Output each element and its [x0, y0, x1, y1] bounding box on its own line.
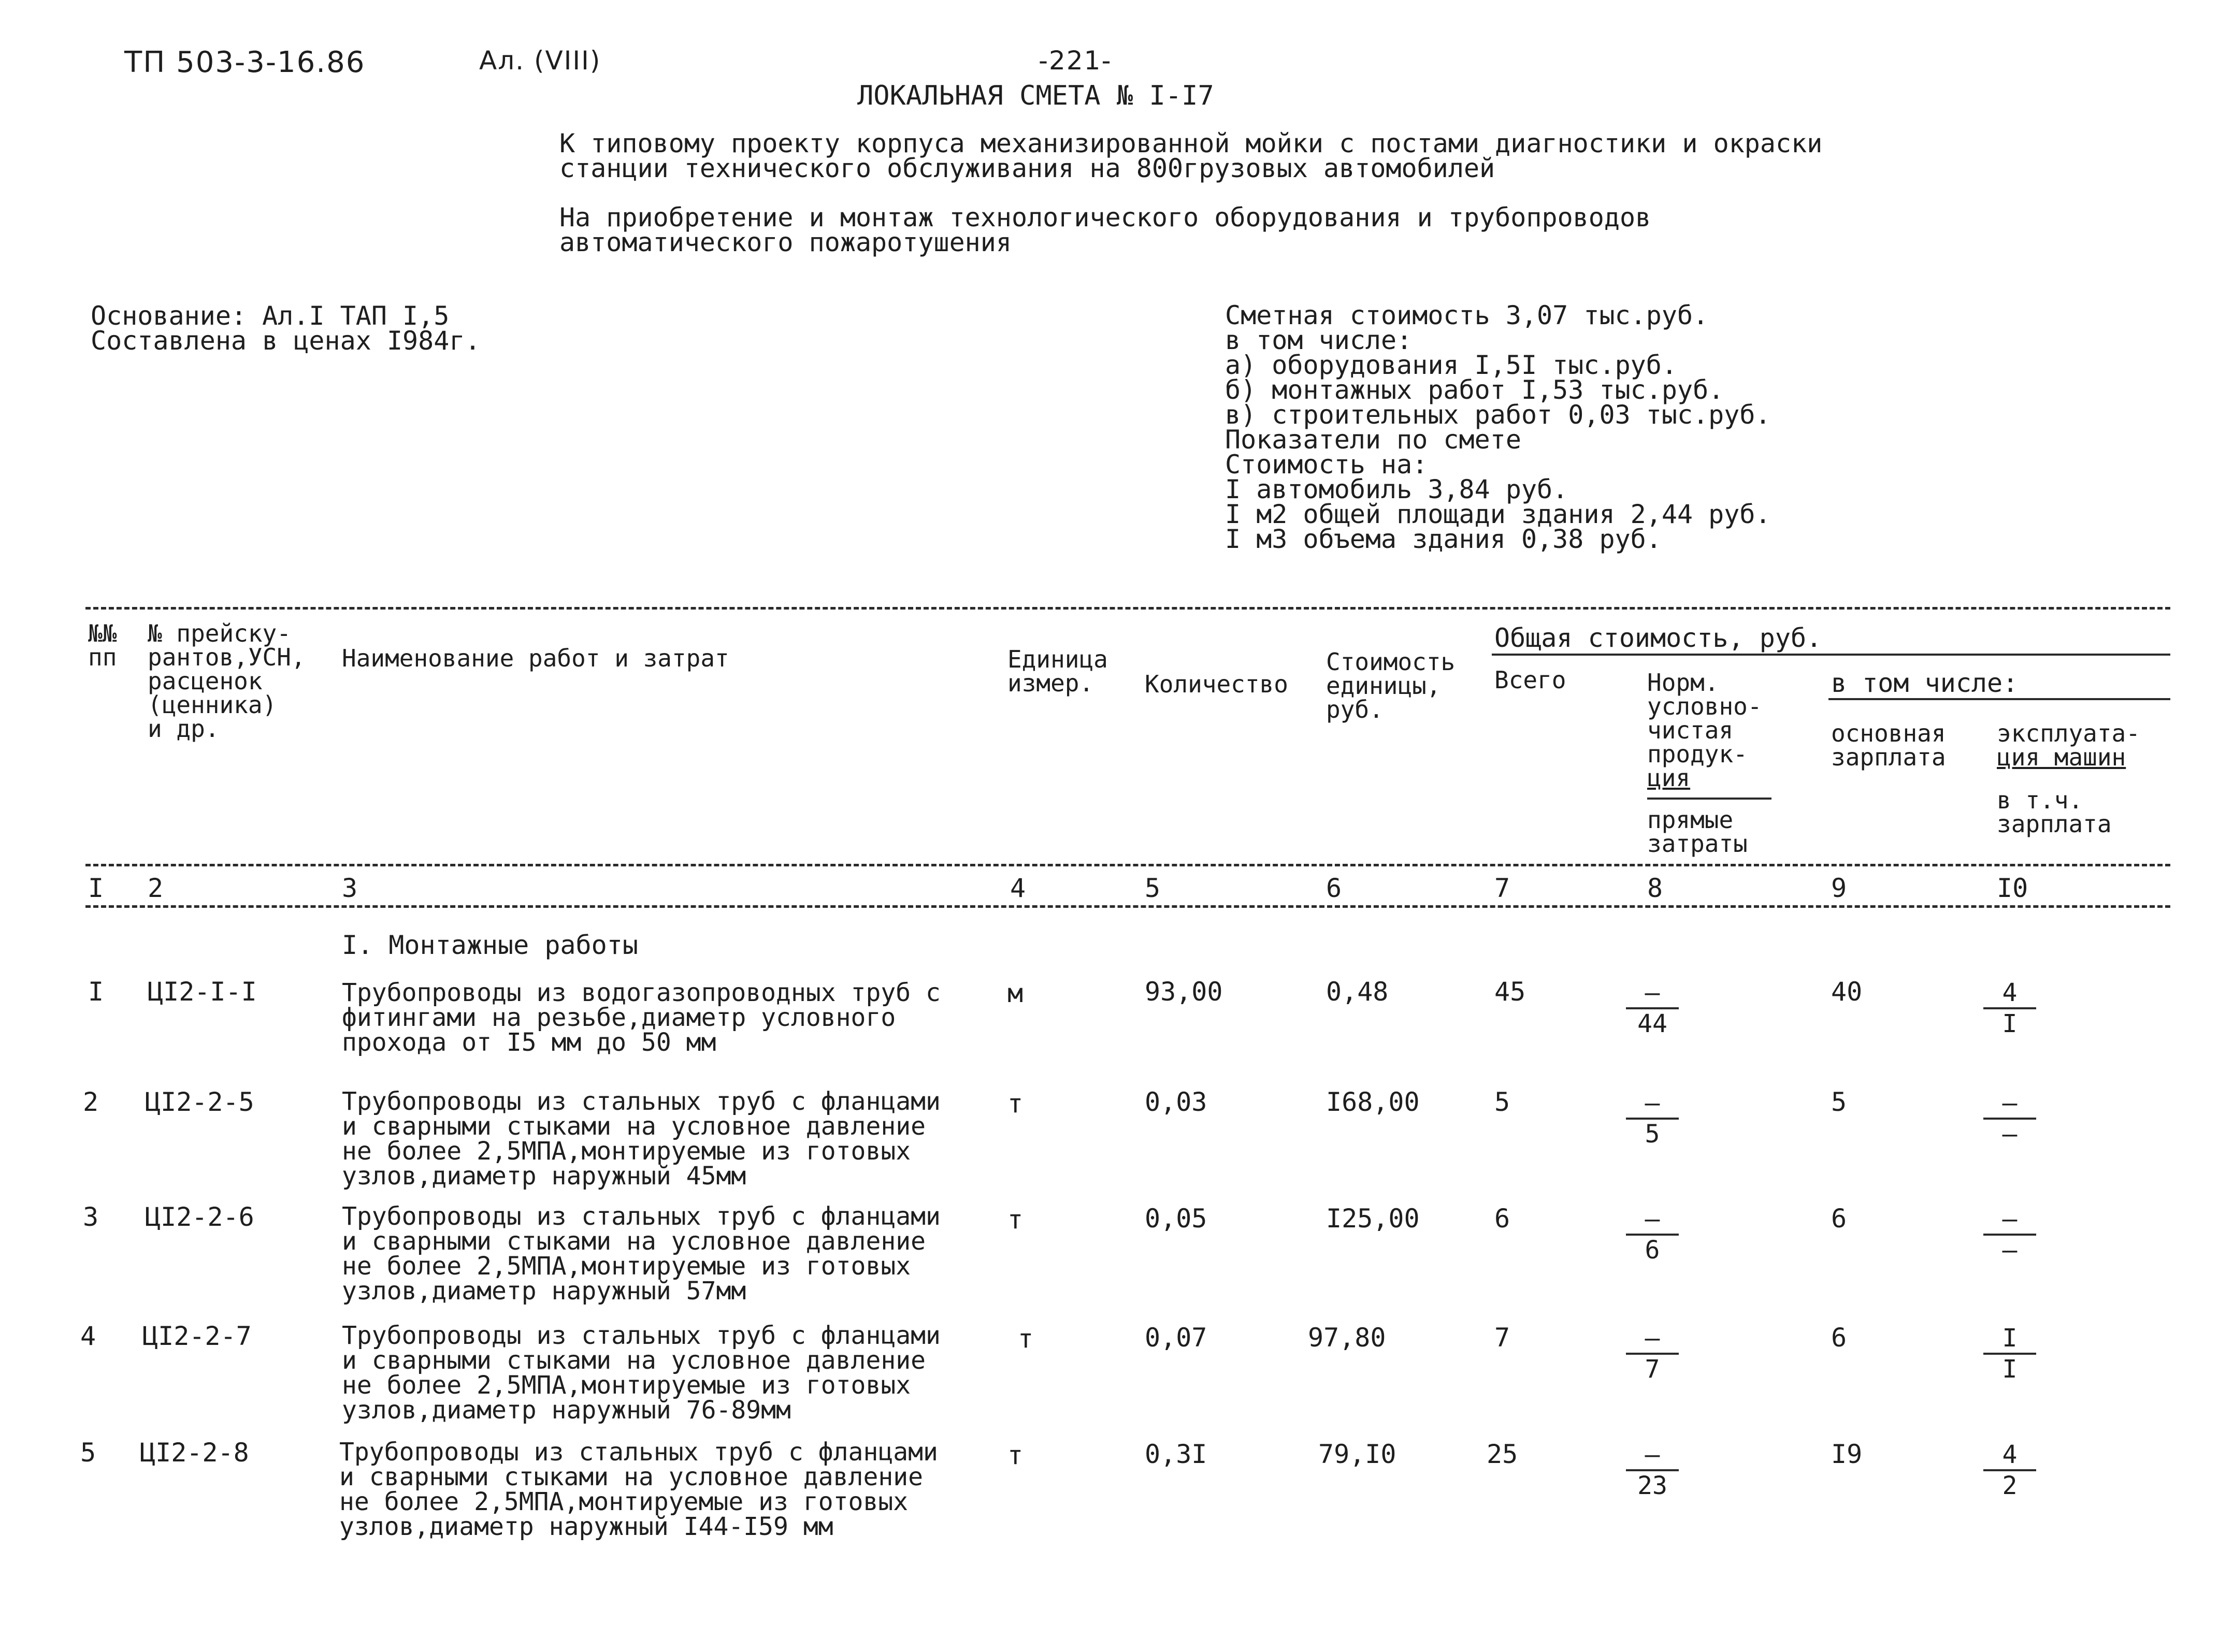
page-number: -221-: [1039, 46, 1112, 76]
col6-header: Стоимость единицы, руб.: [1326, 648, 1456, 723]
total-cost-header: Общая стоимость, руб.: [1494, 623, 1822, 653]
row-description: Трубопроводы из водогазопроводных труб с фитингами на резьбе,диаметр условного прохода от I5 мм до 50 мм: [342, 978, 941, 1057]
row-total: 6: [1494, 1204, 1510, 1234]
row-code: ЦI2-2-7: [142, 1321, 252, 1351]
project-code: ТП 503-3-16.86: [124, 46, 366, 79]
cost-per-m2: I м2 общей площади здания 2,44 руб.: [1225, 499, 1771, 529]
row-col9: 5: [1831, 1087, 1847, 1117]
col9-header: основная зарплата: [1831, 719, 1946, 771]
row-description: Трубопроводы из стальных труб с фланцами и сварными стыками на условное давление не более 2,5МПА,монтируемые из готовых узлов,диаметр наружный 45мм: [342, 1087, 941, 1191]
construction-cost: в) строительных работ 0,03 тыс.руб.: [1225, 400, 1771, 430]
row-unit: т: [1007, 1089, 1024, 1119]
cost-per-m3: I м3 объема здания 0,38 руб.: [1225, 524, 1662, 554]
row-qty: 0,3I: [1145, 1439, 1207, 1469]
col5-header: Количество: [1145, 670, 1288, 698]
col-number-2: 2: [148, 873, 164, 903]
row-num: 5: [80, 1438, 96, 1468]
cost-summary: [1225, 300, 1771, 554]
col-number-3: 3: [342, 873, 358, 903]
col8-split-line: [1647, 798, 1771, 800]
row-unit: т: [1007, 1205, 1024, 1235]
subtitle-line-1: К типовому проекту корпуса механизированной мойки с постами диагностики и окраски: [559, 128, 1823, 158]
purpose-line-2: автоматического пожаротушения: [559, 227, 1012, 257]
col10-header-bottom: в т.ч. зарплата: [1997, 786, 2112, 838]
including-header: в том числе:: [1831, 668, 2019, 698]
col4-header: Единица измер.: [1007, 645, 1108, 697]
row-num: I: [88, 977, 104, 1007]
row-total: 45: [1494, 977, 1526, 1007]
col1-header: №№ пп: [88, 619, 117, 671]
col2-header: № прейску- рантов,УСН, расценок (ценника) и др.: [148, 619, 306, 743]
row-col10-fraction: – –: [1981, 1207, 2038, 1265]
row-total: 5: [1494, 1087, 1510, 1117]
installation-cost: б) монтажных работ I,53 тыс.руб.: [1225, 375, 1724, 405]
col-number-4: 4: [1010, 873, 1026, 903]
col7-header: Всего: [1494, 666, 1566, 694]
row-code: ЦI2-2-5: [145, 1087, 254, 1117]
row-col9: 6: [1831, 1204, 1847, 1234]
header-bottom-rule: [85, 864, 2170, 866]
row-unit-cost: 97,80: [1308, 1323, 1386, 1353]
including-label: в том числе:: [1225, 325, 1413, 355]
row-col8-fraction: – 7: [1624, 1326, 1681, 1384]
row-unit: т: [1007, 1440, 1024, 1470]
cost-per-label: Стоимость на:: [1225, 450, 1428, 480]
col-number-9: 9: [1831, 873, 1847, 903]
col10-header-top: эксплуата- ция машин: [1997, 719, 2140, 771]
row-col8-fraction: – 6: [1624, 1207, 1681, 1265]
cost-per-vehicle: I автомобиль 3,84 руб.: [1225, 474, 1568, 504]
row-qty: 0,05: [1145, 1204, 1207, 1234]
row-col8-fraction: – 23: [1624, 1442, 1681, 1500]
row-description: Трубопроводы из стальных труб с фланцами и сварными стыками на условное давление не более 2,5МПА,монтируемые из готовых узлов,диаметр наружный I44-I59 мм: [339, 1438, 938, 1541]
including-underline: [1828, 698, 2170, 700]
row-col9: I9: [1831, 1439, 1863, 1469]
row-unit-cost: 0,48: [1326, 977, 1389, 1007]
equipment-cost: а) оборудования I,5I тыс.руб.: [1225, 350, 1677, 380]
row-unit-cost: I25,00: [1326, 1204, 1420, 1234]
row-num: 3: [83, 1202, 99, 1232]
row-code: ЦI2-2-6: [145, 1202, 254, 1232]
row-total: 7: [1494, 1323, 1510, 1353]
basis-line-1: Основание: Ал.I ТАП I,5: [91, 301, 450, 331]
col-number-6: 6: [1326, 873, 1342, 903]
row-col10-fraction: I I: [1981, 1326, 2038, 1384]
row-num: 2: [83, 1087, 99, 1117]
col-number-5: 5: [1145, 873, 1161, 903]
col-number-7: 7: [1494, 873, 1510, 903]
estimated-cost: Сметная стоимость 3,07 тыс.руб.: [1225, 300, 1709, 330]
row-col8-fraction: – 5: [1624, 1091, 1681, 1149]
row-unit-cost: 79,I0: [1318, 1439, 1396, 1469]
table-top-rule: [85, 607, 2170, 610]
row-qty: 0,03: [1145, 1087, 1207, 1117]
row-qty: 0,07: [1145, 1323, 1207, 1353]
col-number-8: 8: [1647, 873, 1663, 903]
row-description: Трубопроводы из стальных труб с фланцами и сварными стыками на условное давление не более 2,5МПА,монтируемые из готовых узлов,диаметр наружный 57мм: [342, 1202, 941, 1306]
indicators-label: Показатели по смете: [1225, 425, 1521, 455]
col8-header-top: Норм. условно- чистая продук- ция: [1647, 669, 1762, 792]
row-qty: 93,00: [1145, 977, 1223, 1007]
basis-line-2: Составлена в ценах I984г.: [91, 326, 481, 356]
row-code: ЦI2-I-I: [148, 977, 257, 1007]
row-code: ЦI2-2-8: [140, 1438, 249, 1468]
section-title: I. Монтажные работы: [342, 930, 638, 960]
row-unit: м: [1007, 978, 1024, 1008]
row-total: 25: [1487, 1439, 1518, 1469]
row-unit: т: [1018, 1324, 1034, 1354]
row-col9: 6: [1831, 1323, 1847, 1353]
row-col9: 40: [1831, 977, 1863, 1007]
total-cost-underline: [1492, 654, 2170, 656]
row-unit-cost: I68,00: [1326, 1087, 1420, 1117]
col3-header: Наименование работ и затрат: [342, 644, 729, 672]
subtitle-line-2: станции технического обслуживания на 800грузовых автомобилей: [559, 153, 1495, 183]
row-col10-fraction: 4 I: [1981, 980, 2038, 1038]
row-description: Трубопроводы из стальных труб с фланцами и сварными стыками на условное давление не более 2,5МПА,монтируемые из готовых узлов,диаметр наружный 76-89мм: [342, 1321, 941, 1425]
row-col10-fraction: 4 2: [1981, 1442, 2038, 1500]
row-col8-fraction: – 44: [1624, 980, 1681, 1038]
document-title: ЛОКАЛЬНАЯ СМЕТА № I-I7: [857, 80, 1214, 111]
album-label: Ал. (VIII): [479, 46, 601, 76]
col-number-10: I0: [1997, 873, 2028, 903]
col8-header-bottom: прямые затраты: [1647, 806, 1748, 858]
row-col10-fraction: – –: [1981, 1091, 2038, 1149]
col-number-1: I: [88, 873, 104, 903]
purpose-line-1: На приобретение и монтаж технологического оборудования и трубопроводов: [559, 202, 1651, 233]
row-num: 4: [80, 1321, 96, 1351]
col-numbers-rule: [85, 905, 2170, 908]
